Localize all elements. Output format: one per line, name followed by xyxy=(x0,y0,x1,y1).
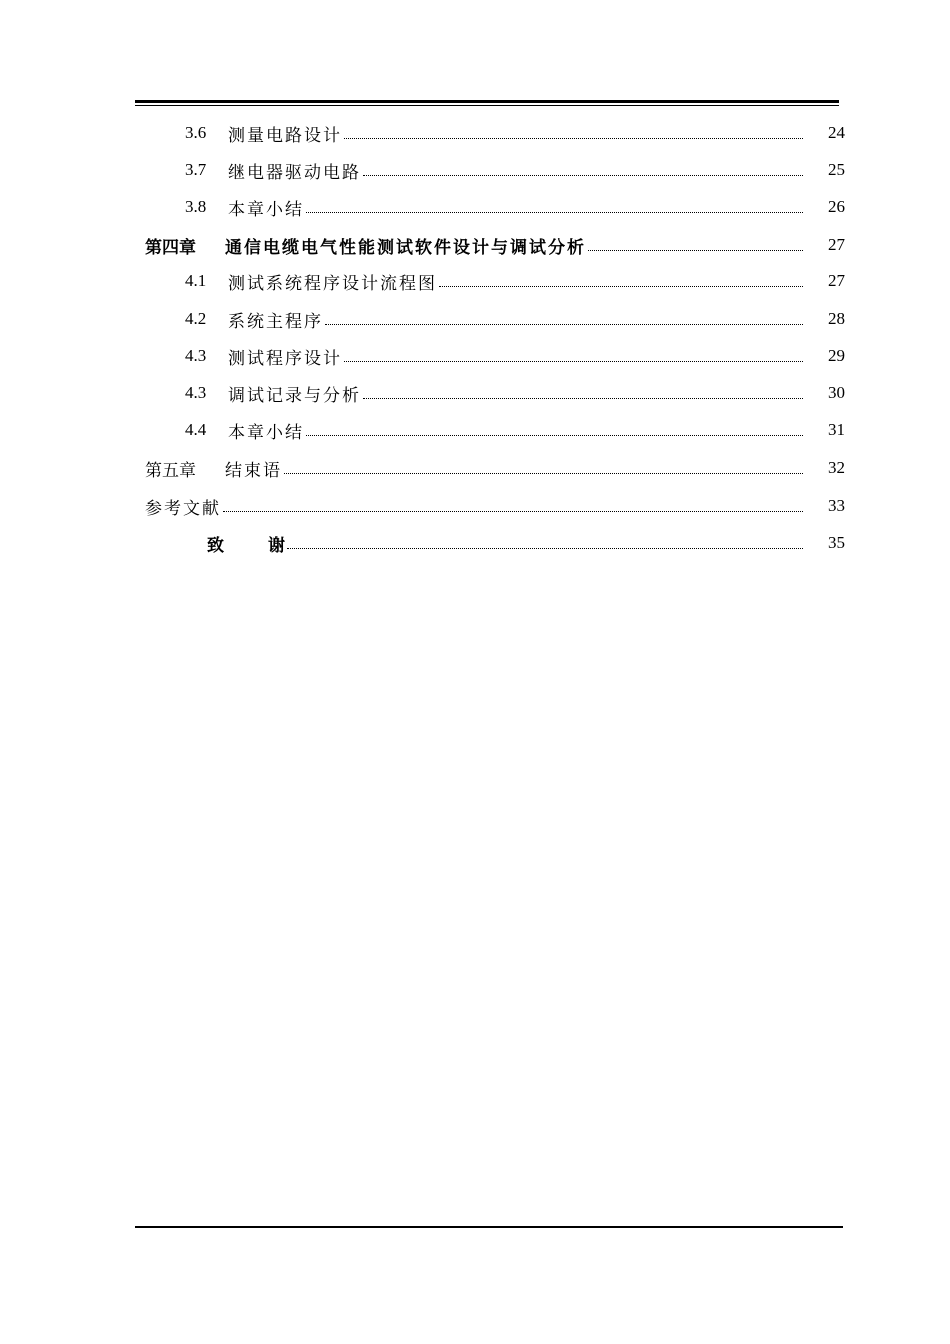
toc-entry-title: 测试系统程序设计流程图 xyxy=(228,273,437,294)
toc-acknowledgement-entry[interactable] xyxy=(145,528,845,558)
toc-chapter-number: 第五章 xyxy=(145,460,196,481)
toc-leader-dots xyxy=(363,397,803,399)
footer-rule xyxy=(135,1226,843,1228)
toc-chapter-title: 结束语 xyxy=(225,460,282,481)
toc-entry-number: 3.8 xyxy=(185,197,207,216)
toc-entry-number: 3.6 xyxy=(185,123,207,142)
toc-entry[interactable] xyxy=(145,155,845,185)
toc-entry-number: 4.4 xyxy=(185,420,207,439)
toc-references-entry[interactable] xyxy=(145,491,845,521)
toc-entry-title: 调试记录与分析 xyxy=(228,385,361,406)
toc-entry-title: 测试程序设计 xyxy=(228,348,342,369)
toc-acknowledgement-char-2: 谢 xyxy=(268,535,285,556)
toc-entry[interactable] xyxy=(145,118,845,148)
toc-entry[interactable] xyxy=(145,304,845,334)
toc-entry-title: 本章小结 xyxy=(228,422,304,443)
toc-entry-page: 30 xyxy=(828,383,845,402)
toc-entry-number: 4.2 xyxy=(185,309,207,328)
toc-leader-dots xyxy=(363,174,803,176)
toc-references-title: 参考文献 xyxy=(145,498,221,519)
toc-entry-title: 测量电路设计 xyxy=(228,125,342,146)
toc-leader-dots xyxy=(223,510,803,512)
toc-leader-dots xyxy=(284,472,803,474)
toc-leader-dots xyxy=(588,249,803,251)
toc-leader-dots xyxy=(287,547,803,549)
toc-acknowledgement-char-1: 致 xyxy=(207,535,224,556)
toc-leader-dots xyxy=(344,360,803,362)
toc-chapter-entry[interactable] xyxy=(145,453,845,483)
toc-entry-page: 32 xyxy=(828,458,845,477)
toc-chapter-number: 第四章 xyxy=(145,237,196,258)
toc-leader-dots xyxy=(344,137,803,139)
toc-entry[interactable] xyxy=(145,341,845,371)
toc-leader-dots xyxy=(306,434,803,436)
toc-entry-page: 27 xyxy=(828,235,845,254)
toc-leader-dots xyxy=(306,211,803,213)
toc-entry-page: 28 xyxy=(828,309,845,328)
toc-entry-page: 33 xyxy=(828,496,845,515)
toc-entry-number: 4.3 xyxy=(185,383,207,402)
toc-entry-page: 29 xyxy=(828,346,845,365)
toc-entry-page: 31 xyxy=(828,420,845,439)
toc-entry-page: 26 xyxy=(828,197,845,216)
toc-entry-page: 25 xyxy=(828,160,845,179)
toc-entry-number: 4.3 xyxy=(185,346,207,365)
toc-entry[interactable] xyxy=(145,192,845,222)
toc-entry[interactable] xyxy=(145,378,845,408)
toc-entry-page: 24 xyxy=(828,123,845,142)
toc-entry-title: 本章小结 xyxy=(228,199,304,220)
toc-entry-number: 3.7 xyxy=(185,160,207,179)
toc-entry-page: 35 xyxy=(828,533,845,552)
toc-entry-number: 4.1 xyxy=(185,271,207,290)
toc-entry[interactable] xyxy=(145,266,845,296)
toc-leader-dots xyxy=(439,285,803,287)
toc-entry-title: 继电器驱动电路 xyxy=(228,162,361,183)
toc-chapter-title: 通信电缆电气性能测试软件设计与调试分析 xyxy=(225,237,586,258)
toc-acknowledgement-title xyxy=(145,531,285,556)
header-rule xyxy=(135,100,839,106)
toc-chapter-entry[interactable] xyxy=(145,230,845,260)
toc-entry[interactable] xyxy=(145,415,845,445)
toc-entry-page: 27 xyxy=(828,271,845,290)
toc-leader-dots xyxy=(325,323,803,325)
toc-entry-title: 系统主程序 xyxy=(228,311,323,332)
